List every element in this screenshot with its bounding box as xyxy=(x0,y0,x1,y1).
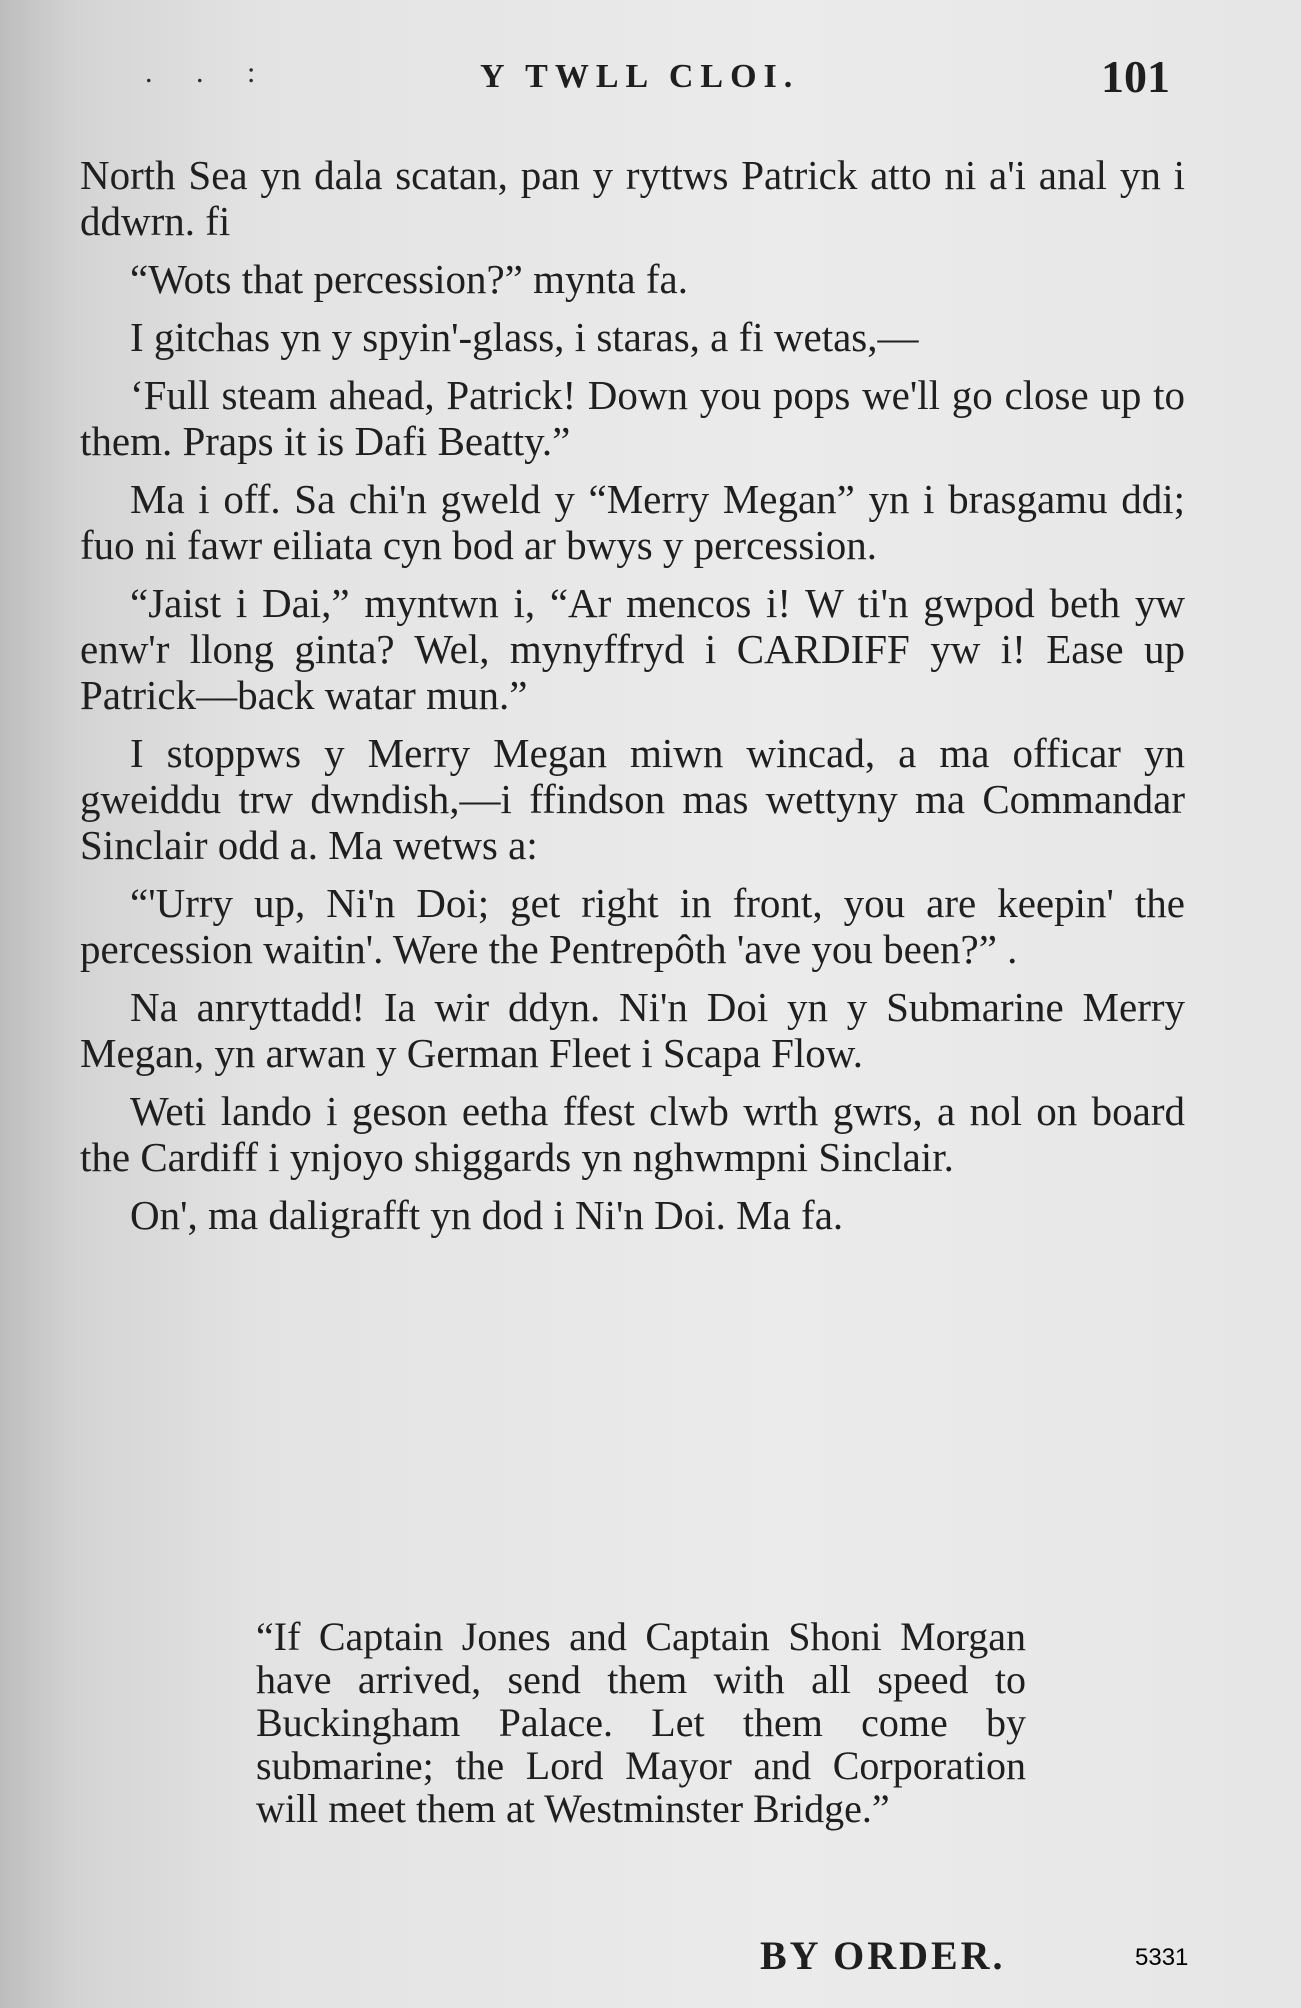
paragraph-9: Na anryttadd! Ia wir ddyn. Ni'n Doi yn y Submarine Merry Megan, yn arwan y German Fleet i Scapa Flow. xyxy=(80,984,1185,1076)
telegram-text: “If Captain Jones and Captain Shoni Morgan have arrived, send them with all speed to Buckingham Palace. Let them come by submarine; the Lord Mayor and Corporation will meet them at Westminster Bridge.” xyxy=(256,1614,1026,1831)
body-text xyxy=(80,152,1185,1250)
page-header xyxy=(130,48,1190,108)
paragraph-1: North Sea yn dala scatan, pan y ryttws Patrick atto ni a'i anal yn i ddwrn. fi xyxy=(80,152,1185,244)
paragraph-7: I stoppws y Merry Megan miwn wincad, a ma officar yn gweiddu trw dwndish,—i ffindson mas wettyny ma Commandar Sinclair odd a. Ma wetws a: xyxy=(80,730,1185,868)
paragraph-6: “Jaist i Dai,” myntwn i, “Ar mencos i! W ti'n gwpod beth yw enw'r llong ginta? Wel, mynyffryd i CARDIFF yw i! Ease up Patrick—back watar mun.” xyxy=(80,580,1185,718)
header-marks: . . : xyxy=(145,56,274,89)
paragraph-4: ‘Full steam ahead, Patrick! Down you pops we'll go close up to them. Praps it is Dafi Beatty.” xyxy=(80,372,1185,464)
running-title: Y TWLL CLOI. xyxy=(480,58,800,95)
paragraph-8: “'Urry up, Ni'n Doi; get right in front, you are keepin' the percession waitin'. Were the Pentrepôth 'ave you been?” . xyxy=(80,880,1185,972)
paragraph-5: Ma i off. Sa chi'n gweld y “Merry Megan” yn i brasgamu ddi; fuo ni fawr eiliata cyn bod ar bwys y percession. xyxy=(80,476,1185,568)
page-number: 101 xyxy=(1101,51,1170,102)
image-number: 5331 xyxy=(1135,1944,1189,1971)
paragraph-10: Weti lando i geson eetha ffest clwb wrth gwrs, a nol on board the Cardiff i ynjoyo shiggards yn nghwmpni Sinclair. xyxy=(80,1088,1185,1180)
signature: BY ORDER. xyxy=(760,1933,1006,1978)
telegram-quote xyxy=(256,1615,1026,1830)
paragraph-2: “Wots that percession?” mynta fa. xyxy=(130,256,688,302)
paragraph-11: On', ma daligrafft yn dod i Ni'n Doi. Ma fa. xyxy=(130,1192,844,1238)
paragraph-3: I gitchas yn y spyin'-glass, i staras, a fi wetas,— xyxy=(130,314,919,360)
